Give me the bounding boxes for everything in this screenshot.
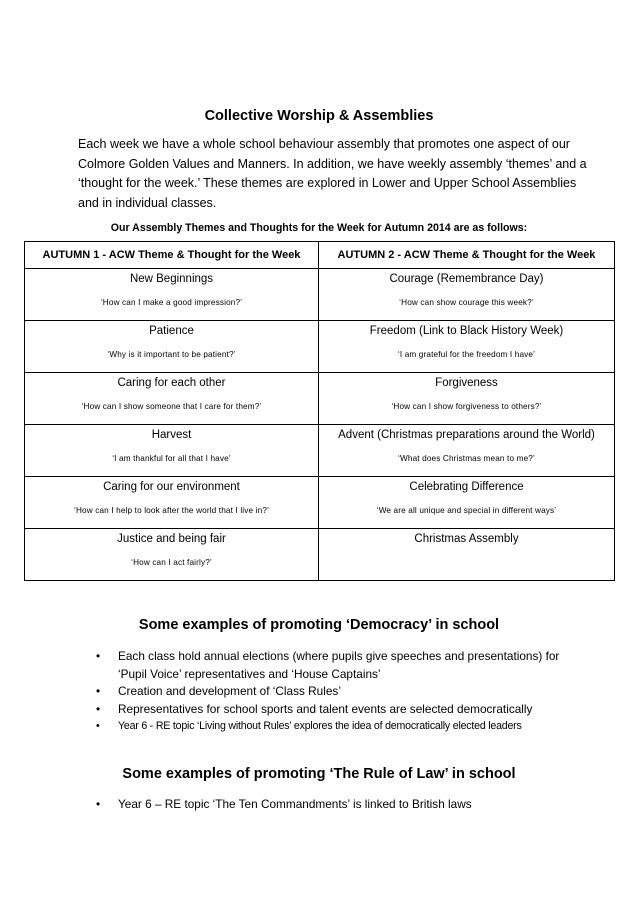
table-row xyxy=(25,425,615,477)
autumn-1-cell xyxy=(25,477,319,529)
theme-text: Caring for each other xyxy=(117,377,226,389)
list-item xyxy=(96,796,596,814)
table-row xyxy=(25,373,615,425)
header-autumn-2: AUTUMN 2 - ACW Theme & Thought for the Week xyxy=(319,242,615,269)
thought-text: ‘How can I help to look after the world that I live in?’ xyxy=(74,506,269,515)
table-header-row xyxy=(25,242,615,269)
autumn-2-cell xyxy=(319,269,615,321)
thought-text: ‘What does Christmas mean to me?’ xyxy=(398,454,535,463)
thought-text: ‘We are all unique and special in different ways’ xyxy=(376,506,557,515)
thought-text: ‘How can I act fairly?’ xyxy=(131,558,212,567)
list-item-line: • Each class hold annual elections (where pupils give speeches and presentations) for xyxy=(118,649,560,663)
autumn-2-cell xyxy=(319,373,615,425)
autumn-1-cell xyxy=(25,529,319,581)
intro-line: and in individual classes. xyxy=(78,195,217,210)
rule-of-law-section-title: Some examples of promoting ‘The Rule of Law’ in school xyxy=(122,766,516,782)
list-item-line: ‘Pupil Voice’ representatives and ‘House Captains’ xyxy=(118,666,381,681)
autumn-1-cell xyxy=(25,321,319,373)
autumn-1-cell xyxy=(25,269,319,321)
list-item-line: • Year 6 - RE topic ‘Living without Rules’ explores the idea of democratically elected leaders xyxy=(118,720,522,732)
list-item-line: • Representatives for school sports and talent events are selected democratically xyxy=(118,701,533,716)
intro-paragraph xyxy=(78,135,587,213)
thought-text: ‘How can I show forgiveness to others?’ xyxy=(391,402,542,411)
theme-text: Harvest xyxy=(151,429,192,441)
themes-table xyxy=(24,241,615,581)
intro-line: Colmore Golden Values and Manners. In addition, we have weekly assembly ‘themes’ and a xyxy=(78,156,587,171)
theme-text: Christmas Assembly xyxy=(414,533,519,545)
autumn-2-cell xyxy=(319,321,615,373)
theme-text: Courage (Remembrance Day) xyxy=(389,273,544,285)
autumn-2-cell xyxy=(319,477,615,529)
autumn-1-cell xyxy=(25,425,319,477)
autumn-2-cell xyxy=(319,529,615,581)
header-autumn-1: AUTUMN 1 - ACW Theme & Thought for the Week xyxy=(25,242,319,269)
autumn-2-cell xyxy=(319,425,615,477)
list-item xyxy=(96,648,596,683)
theme-text: Advent (Christmas preparations around the World) xyxy=(338,429,595,441)
thought-text: ‘I am grateful for the freedom I have’ xyxy=(397,350,536,359)
table-row xyxy=(25,269,615,321)
table-row xyxy=(25,529,615,581)
list-item-line: Year 6 – RE topic ‘The Ten Commandments’ is linked to British laws xyxy=(118,797,472,811)
thought-text: ‘How can I make a good impression?’ xyxy=(100,298,243,307)
theme-text: Forgiveness xyxy=(435,377,498,389)
list-item xyxy=(96,701,596,719)
theme-text: Freedom (Link to Black History Week) xyxy=(369,325,564,337)
thought-text: ‘Why is it important to be patient?’ xyxy=(107,350,236,359)
democracy-section-title: Some examples of promoting ‘Democracy’ in school xyxy=(138,617,500,633)
theme-text: Celebrating Difference xyxy=(409,481,524,493)
intro-line: ‘thought for the week.’ These themes are explored in Lower and Upper School Assemblies xyxy=(78,176,577,190)
rule-of-law-list xyxy=(96,796,596,814)
table-row xyxy=(25,321,615,373)
theme-text: Caring for our environment xyxy=(103,481,240,493)
theme-text: Patience xyxy=(149,325,194,337)
democracy-list xyxy=(96,648,596,736)
autumn-1-cell xyxy=(25,373,319,425)
theme-text: Justice and being fair xyxy=(117,533,226,545)
thought-text: ‘I am thankful for all that I have’ xyxy=(112,454,231,463)
list-item-line: • Creation and development of ‘Class Rules’ xyxy=(118,684,341,698)
thought-text: ‘How can show courage this week?’ xyxy=(399,298,534,307)
table-heading: Our Assembly Themes and Thoughts for the Week for Autumn 2014 are as follows: xyxy=(110,222,528,234)
thought-text: ‘How can I show someone that I care for them?’ xyxy=(81,402,262,411)
theme-text: New Beginnings xyxy=(129,273,214,285)
list-item xyxy=(96,718,596,736)
table-row xyxy=(25,477,615,529)
list-item xyxy=(96,683,596,701)
intro-line: Each week we have a whole school behaviour assembly that promotes one aspect of our xyxy=(78,137,570,151)
page-title: Collective Worship & Assemblies xyxy=(204,108,434,124)
